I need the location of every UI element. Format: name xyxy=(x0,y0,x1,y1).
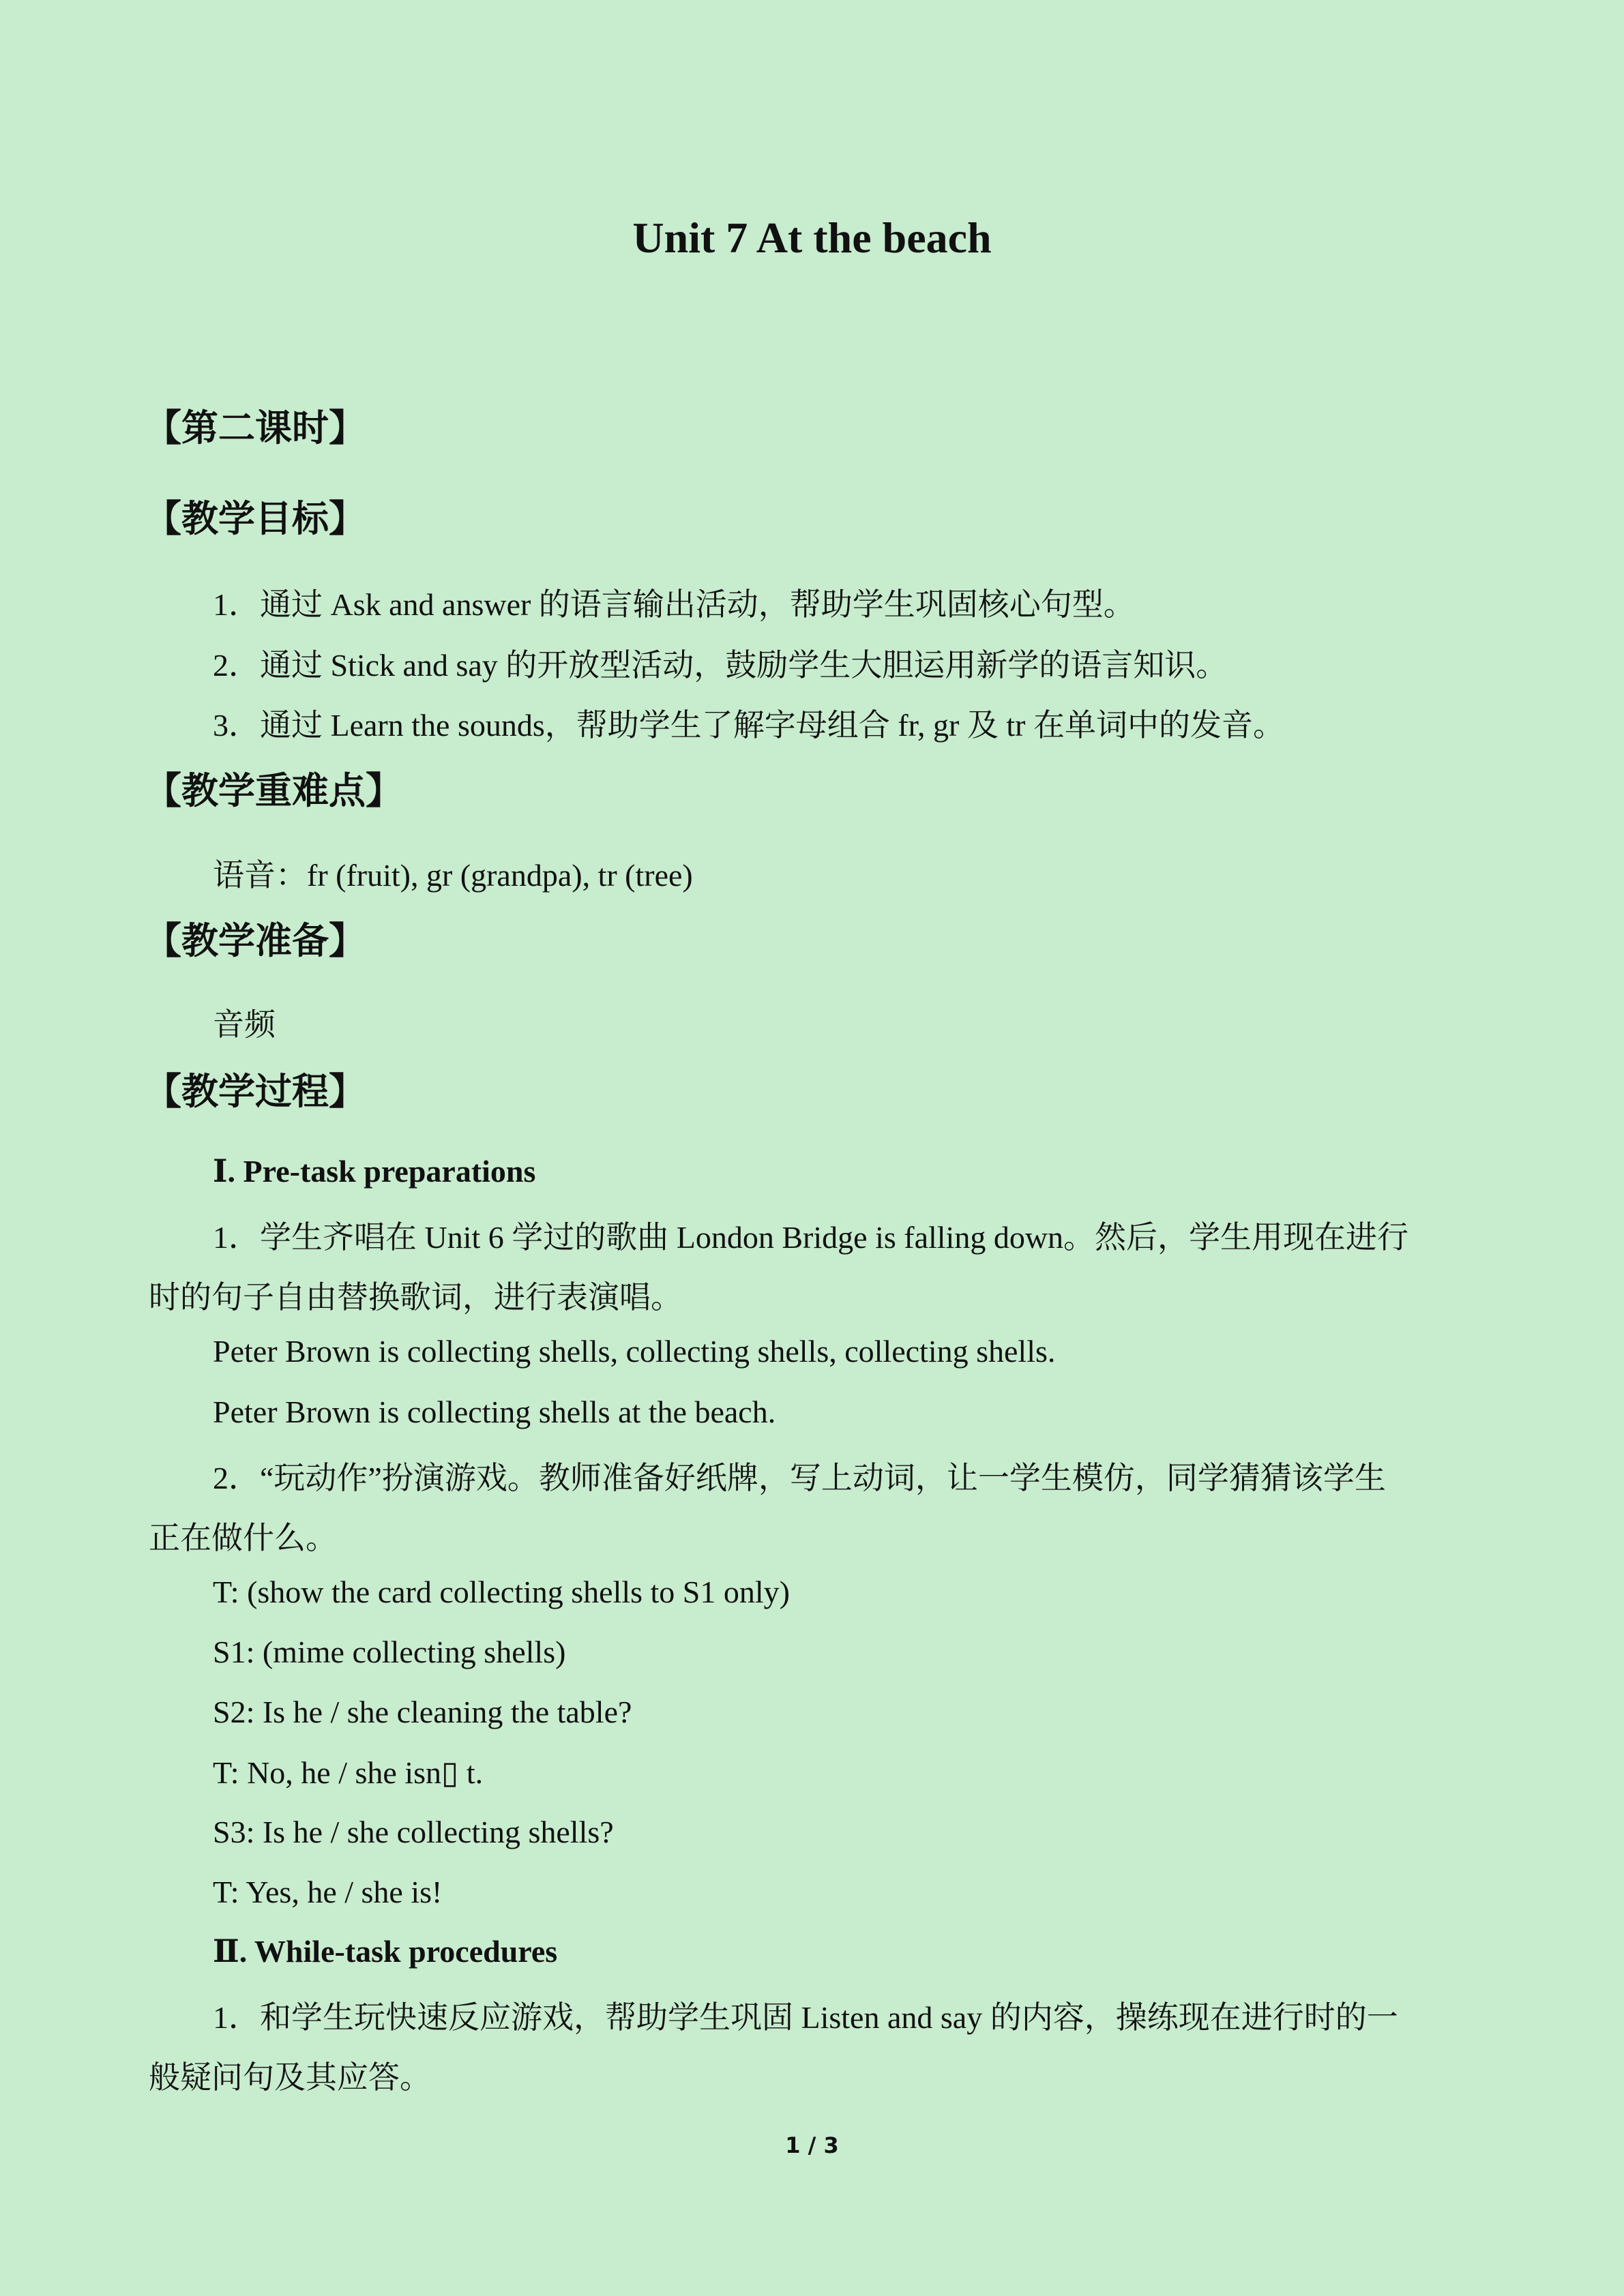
objective-item: 2．通过 Stick and say 的开放型活动，鼓励学生大胆运用新学的语言知识。 xyxy=(213,648,1228,683)
objective-item: 3．通过 Learn the sounds，帮助学生了解字母组合 fr, gr 及 tr 在单词中的发音。 xyxy=(213,708,1284,743)
section-heading-preparation: 【教学准备】 xyxy=(145,919,366,962)
section-heading-process: 【教学过程】 xyxy=(145,1070,366,1113)
keypoints-text: 语音：fr (fruit), gr (grandpa), tr (tree) xyxy=(213,858,693,893)
process-paragraph: 2．“玩动作”扮演游戏。教师准备好纸牌，写上动词，让一学生模仿，同学猜猜该学生 xyxy=(213,1461,1386,1495)
dialogue-line: S3: Is he / she collecting shells? xyxy=(213,1815,614,1849)
lyric-line: Peter Brown is collecting shells, collecting shells, collecting shells. xyxy=(213,1334,1056,1369)
dialogue-line: T: No, he / she isn▯ t. xyxy=(213,1755,484,1790)
process-paragraph: 般疑问句及其应答。 xyxy=(149,2060,431,2095)
page-number: 1 / 3 xyxy=(785,2132,839,2158)
process-paragraph: 1．学生齐唱在 Unit 6 学过的歌曲 London Bridge is falling down。然后，学生用现在进行 xyxy=(213,1220,1409,1255)
dialogue-line: S2: Is he / she cleaning the table? xyxy=(213,1695,632,1729)
section-heading-objectives: 【教学目标】 xyxy=(145,497,366,540)
objective-item: 1．通过 Ask and answer 的语言输出活动，帮助学生巩固核心句型。 xyxy=(213,587,1135,622)
stage-heading-while-task: Ⅱ. While-task procedures xyxy=(213,1934,558,1969)
document-title: Unit 7 At the beach xyxy=(632,213,992,262)
dialogue-line: T: (show the card collecting shells to S1 only) xyxy=(213,1575,790,1609)
process-paragraph: 正在做什么。 xyxy=(149,1521,337,1555)
process-paragraph: 时的句子自由替换歌词，进行表演唱。 xyxy=(149,1280,682,1315)
process-paragraph: 1．和学生玩快速反应游戏，帮助学生巩固 Listen and say 的内容，操练现在进行时的一 xyxy=(213,2000,1398,2035)
preparation-text: 音频 xyxy=(213,1007,276,1042)
dialogue-line: T: Yes, he / she is! xyxy=(213,1875,443,1909)
lyric-line: Peter Brown is collecting shells at the beach. xyxy=(213,1395,776,1429)
dialogue-line: S1: (mime collecting shells) xyxy=(213,1635,566,1669)
section-heading-keypoints: 【教学重难点】 xyxy=(145,769,402,812)
stage-heading-pre-task: Ⅰ. Pre-task preparations xyxy=(213,1154,536,1189)
section-heading-lesson: 【第二课时】 xyxy=(145,406,366,449)
